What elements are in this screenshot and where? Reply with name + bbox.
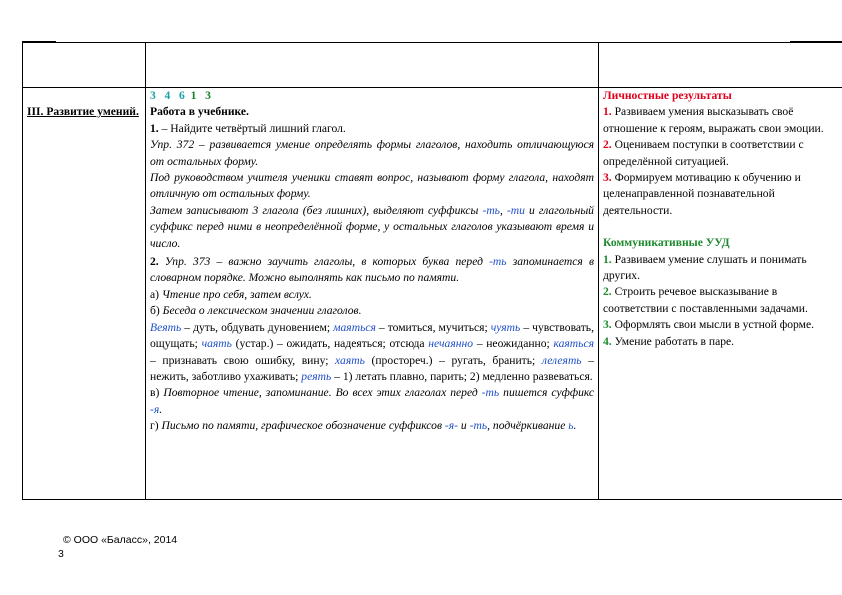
suffix: -ти (506, 203, 525, 217)
step-label: б) (150, 304, 163, 318)
column-line-2 (145, 42, 146, 500)
item-text: Умение работать в паре. (611, 334, 735, 348)
vocab-word: реять (301, 369, 332, 383)
vocab-word: маяться (333, 320, 376, 334)
text-run: Затем записывают 3 глагола (без лишних), выделяют суффиксы (150, 203, 483, 217)
item-text: Развиваем умение слушать и понимать других. (603, 252, 807, 283)
task-1-number: 1. (150, 121, 159, 135)
item-number: 2. (603, 285, 612, 299)
item-number: 3. (603, 171, 612, 185)
vocab-word: чуять (490, 320, 521, 334)
results-column (603, 88, 842, 350)
suffix: -ть (489, 255, 507, 269)
personal-results-title: Личностные результаты (603, 89, 732, 102)
comm-item (603, 252, 842, 285)
step-b (150, 303, 594, 319)
step-label: г) (150, 419, 162, 433)
lesson-content (150, 88, 594, 435)
text-run: . (159, 402, 163, 416)
suffix: -я (150, 402, 160, 416)
item-number: 3. (603, 318, 612, 332)
task-1-description: Упр. 372 – развивается умение определять формы глаголов, находить отличающуюся от остальных форму. (150, 138, 594, 168)
task-1-paragraph-3 (150, 203, 594, 252)
comm-item (603, 317, 842, 333)
item-number: 4. (603, 334, 612, 348)
step-a (150, 287, 594, 303)
step-label: в) (150, 386, 164, 400)
item-text: Оцениваем поступки в соответствии с определённой ситуацией. (603, 138, 804, 168)
item-text: Строить речевое высказывание в соответствии с поставленными задачами. (603, 285, 808, 315)
item-number: 1. (603, 105, 612, 119)
page-number: 3 (58, 548, 64, 560)
vocab-word: лелеять (541, 353, 582, 367)
item-text: Оформлять свои мысли в устной форме. (611, 318, 815, 332)
vocab-definition: – чувствовать, ощущать; (150, 320, 594, 351)
vocab-word: хаять (335, 353, 365, 367)
vocab-definition: – дуть, обдувать дуновением; (181, 320, 334, 334)
task-2-number: 2. (150, 255, 159, 269)
text-run: Упр. 373 – важно заучить глаголы, в которых буква перед (158, 255, 490, 269)
suffix: -ть (482, 203, 500, 217)
personal-item (603, 137, 842, 170)
step-g (150, 418, 594, 434)
personal-item (603, 170, 842, 219)
task-1-text: – Найдите четвёртый лишний глагол. (158, 121, 346, 135)
step-v (150, 385, 594, 418)
text-run: Повторное чтение, запоминание. Во всех этих глаголах перед (163, 386, 482, 400)
text-run: , подчёркивание (487, 419, 569, 433)
vocab-word: чаять (201, 337, 232, 351)
comm-item (603, 334, 842, 350)
step-label: а) (150, 287, 162, 301)
text-run: запоминается в словарном порядке. Можно выполнять как письмо по памяти. (150, 255, 594, 285)
copyright: © ООО «Баласс», 2014 (63, 534, 178, 546)
text-run: и (458, 419, 470, 433)
item-number: 2. (603, 138, 612, 152)
comm-item (603, 284, 842, 317)
text-run: . (573, 419, 577, 433)
text-run: пишется суффикс (499, 386, 594, 400)
suffix: -ть (481, 386, 500, 400)
text-run: Письмо по памяти, графическое обозначение суффиксов (161, 419, 445, 433)
personal-item (603, 104, 842, 137)
code-4: 1 (190, 89, 197, 102)
task-1-paragraph-2: Под руководством учителя ученики ставят вопрос, называют форму глагола, находят отличную от остальных форму. (150, 171, 594, 201)
suffix: -я- (444, 419, 458, 433)
vocab-definition: (устар.) – ожидать, надеяться; отсюда (231, 337, 429, 351)
vocab-word: нечаянно (428, 337, 474, 351)
step-text: Беседа о лексическом значении глаголов. (162, 304, 362, 318)
vocab-definition: – 1) летать плавно, парить; 2) медленно развеваться. (331, 369, 593, 383)
vocab-definition: – нежить, заботливо ухаживать; (150, 353, 594, 383)
code-3: 6 (179, 89, 185, 102)
vocab-definition: (простореч.) – ругать, бранить; (364, 353, 542, 367)
section-heading: Работа в учебнике. (150, 105, 249, 119)
task-2 (150, 254, 594, 287)
code-1: 3 (150, 89, 156, 102)
text-run: , (499, 203, 507, 217)
text-run: и глагольный суффикс перед ними в неопределённой форме, у остальных глаголов указывают время и число. (150, 203, 594, 250)
table-top-border-thick-left (22, 41, 56, 43)
vocab-word: Веять (150, 320, 182, 334)
step-text: Чтение про себя, затем вслух. (161, 287, 312, 301)
vocabulary-paragraph (150, 320, 594, 386)
column-line-3 (598, 42, 599, 500)
code-row (150, 88, 594, 104)
code-5: 3 (205, 89, 211, 102)
vocab-definition: – неожиданно; (473, 337, 554, 351)
item-text: Формируем мотивацию к обучению и целенаправленной познавательной деятельности. (603, 171, 801, 217)
code-2: 4 (164, 89, 171, 102)
item-text: Развиваем умения высказывать своё отношение к героям, выражать свои эмоции. (603, 105, 824, 135)
vocab-definition: – признавать свою ошибку, вину; (150, 353, 336, 367)
stage-title: III. Развитие умений. (27, 105, 139, 118)
column-line-1 (22, 42, 23, 500)
item-number: 1. (603, 252, 612, 266)
suffix: -ть (469, 419, 488, 433)
suffix: ь (568, 419, 574, 433)
task-1 (150, 121, 594, 137)
vocab-word: каяться (553, 337, 594, 351)
vocab-definition: – томиться, мучиться; (375, 320, 491, 334)
table-top-border-thick-right (790, 41, 842, 43)
communicative-title: Коммуникативные УУД (603, 236, 730, 250)
